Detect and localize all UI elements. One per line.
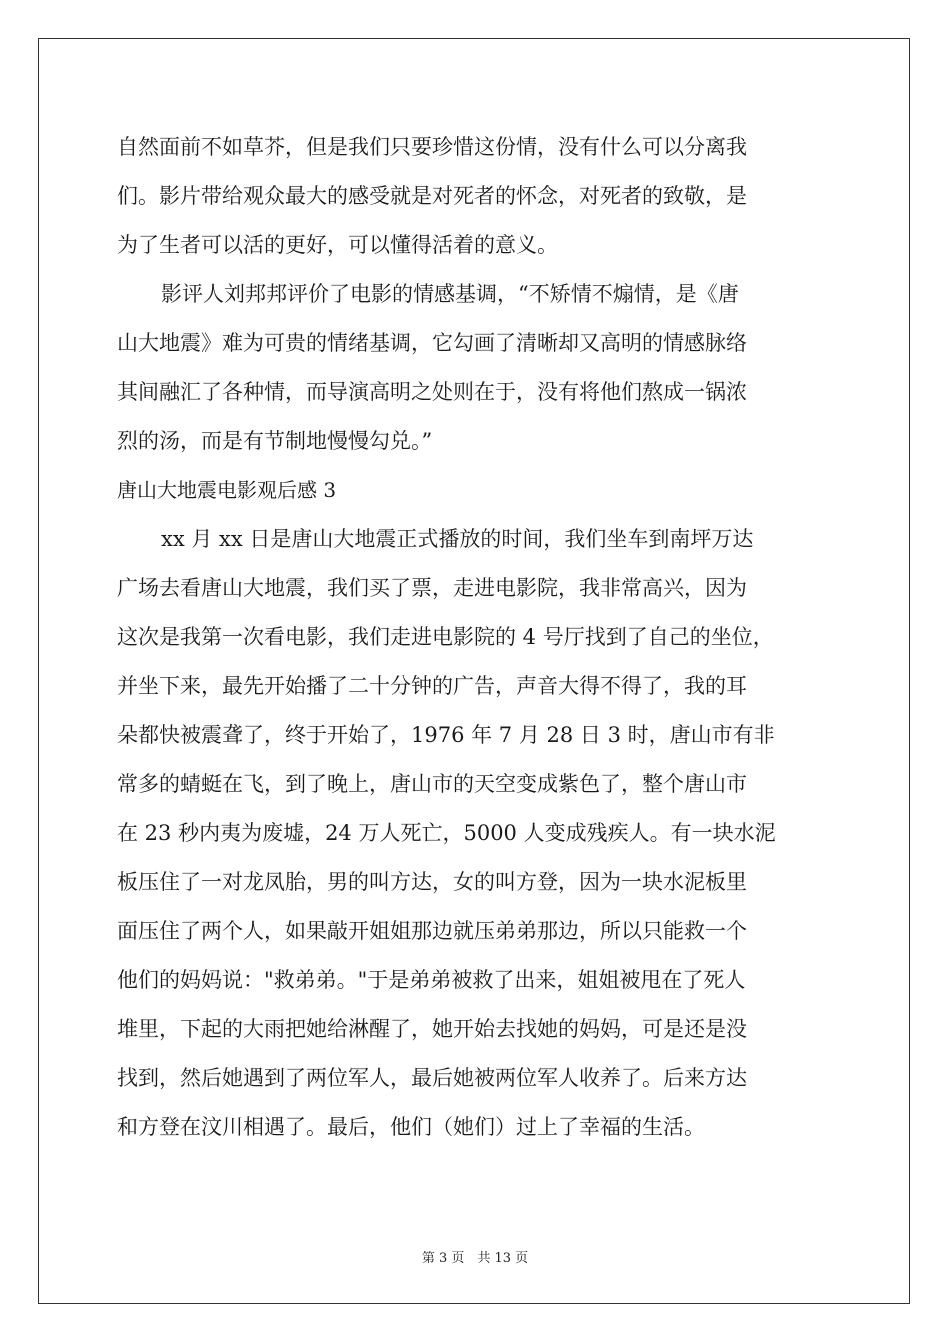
text-line: 自然面前不如草芥，但是我们只要珍惜这份情，没有什么可以分离我 [117, 135, 747, 159]
paragraph-2 [117, 270, 837, 466]
text-line: 影评人刘邦邦评价了电影的情感基调，“不矫情不煽情，是《唐 [161, 282, 739, 306]
text-line: 其间融汇了各种情，而导演高明之处则在于，没有将他们熬成一锅浓 [117, 380, 747, 404]
text-line: 朵都快被震聋了，终于开始了，1976 年 7 月 28 日 3 时，唐山市有非 [117, 723, 775, 747]
text-line: 山大地震》难为可贵的情绪基调，它勾画了清晰却又高明的情感脉络 [117, 331, 747, 355]
text-line: 板压住了一对龙凤胎，男的叫方达，女的叫方登，因为一块水泥板里 [117, 870, 747, 894]
text-line: 们。影片带给观众最大的感受就是对死者的怀念，对死者的致敬，是 [117, 184, 747, 208]
text-line: 堆里，下起的大雨把她给淋醒了，她开始去找她的妈妈，可是还是没 [117, 1017, 747, 1041]
text-line: 找到，然后她遇到了两位军人，最后她被两位军人收养了。后来方达 [117, 1066, 747, 1090]
text-line: 这次是我第一次看电影，我们走进电影院的 4 号厅找到了自己的坐位， [117, 625, 774, 649]
text-line: 常多的蜻蜓在飞，到了晚上，唐山市的天空变成紫色了，整个唐山市 [117, 772, 747, 796]
text-line: 和方登在汶川相遇了。最后，他们（她们）过上了幸福的生活。 [117, 1115, 705, 1139]
page-number-footer: 第 3 页 共 13 页 [421, 1251, 529, 1266]
text-line: 面压住了两个人，如果敲开姐姐那边就压弟弟那边，所以只能救一个 [117, 919, 747, 943]
document-body [117, 123, 837, 1152]
text-line: 他们的妈妈说："救弟弟。"于是弟弟被救了出来，姐姐被甩在了死人 [117, 968, 746, 992]
paragraph-3 [117, 515, 837, 1152]
text-line: xx 月 xx 日是唐山大地震正式播放的时间，我们坐车到南坪万达 [161, 527, 754, 551]
text-line: 并坐下来，最先开始播了二十分钟的广告，声音大得不得了，我的耳 [117, 674, 747, 698]
text-line: 烈的汤，而是有节制地慢慢勾兑。” [117, 429, 433, 453]
text-line: 广场去看唐山大地震，我们买了票，走进电影院，我非常高兴，因为 [117, 576, 747, 600]
text-line: 在 23 秒内夷为废墟，24 万人死亡，5000 人变成残疾人。有一块水泥 [117, 821, 776, 845]
section-heading: 唐山大地震电影观后感 3 [117, 478, 337, 502]
text-line: 为了生者可以活的更好，可以懂得活着的意义。 [117, 233, 558, 257]
paragraph-1 [117, 123, 837, 270]
